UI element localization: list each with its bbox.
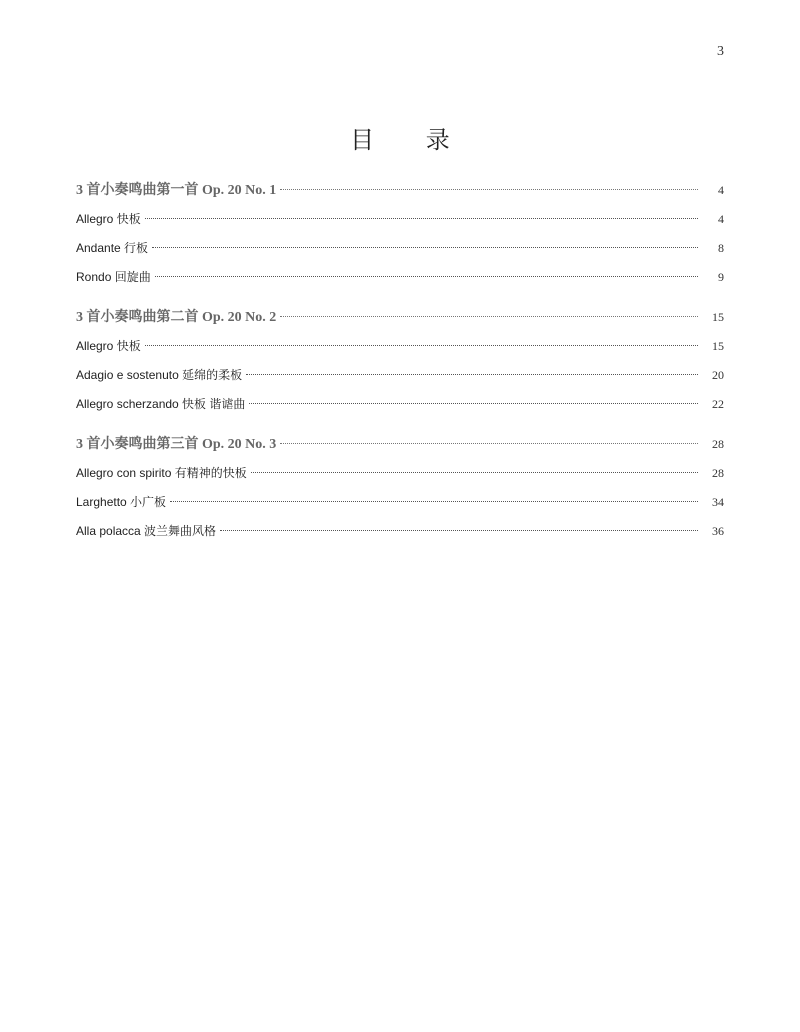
toc-entry-label: Allegro 快板 bbox=[76, 212, 141, 226]
dot-leader bbox=[145, 218, 698, 219]
toc-section-sonatina-3 bbox=[76, 430, 724, 546]
dot-leader bbox=[280, 316, 698, 317]
toc-entry[interactable] bbox=[76, 332, 724, 361]
toc-heading-label: 3 首小奏鸣曲第一首 Op. 20 No. 1 bbox=[76, 183, 277, 198]
dot-leader bbox=[170, 501, 698, 502]
toc-entry-label: Allegro 快板 bbox=[76, 339, 141, 353]
toc-page-number: 15 bbox=[712, 310, 724, 324]
toc-page-number: 28 bbox=[712, 437, 724, 451]
toc-heading[interactable] bbox=[76, 176, 724, 205]
toc-entry-label: Larghetto 小广板 bbox=[76, 495, 167, 509]
toc-heading-label: 3 首小奏鸣曲第三首 Op. 20 No. 3 bbox=[76, 437, 277, 452]
toc-entry[interactable] bbox=[76, 459, 724, 488]
toc-entry[interactable] bbox=[76, 517, 724, 546]
toc-page-number: 8 bbox=[718, 241, 724, 255]
toc-page-number: 15 bbox=[712, 339, 724, 353]
toc-entry-label: Rondo 回旋曲 bbox=[76, 270, 151, 284]
dot-leader bbox=[280, 189, 698, 190]
table-of-contents bbox=[76, 176, 724, 557]
toc-entry[interactable] bbox=[76, 390, 724, 419]
dot-leader bbox=[280, 443, 698, 444]
toc-heading[interactable] bbox=[76, 303, 724, 332]
toc-page-number: 20 bbox=[712, 368, 724, 382]
toc-entry[interactable] bbox=[76, 263, 724, 292]
toc-heading-label: 3 首小奏鸣曲第二首 Op. 20 No. 2 bbox=[76, 310, 277, 325]
toc-entry[interactable] bbox=[76, 205, 724, 234]
page-number: 3 bbox=[717, 44, 724, 59]
toc-page-number: 34 bbox=[712, 495, 724, 509]
toc-entry-label: Adagio e sostenuto 延绵的柔板 bbox=[76, 368, 243, 382]
dot-leader bbox=[155, 276, 698, 277]
dot-leader bbox=[145, 345, 698, 346]
dot-leader bbox=[246, 374, 698, 375]
toc-page-number: 4 bbox=[718, 212, 724, 226]
toc-page-number: 28 bbox=[712, 466, 724, 480]
toc-entry-label: Allegro scherzando 快板 谐谑曲 bbox=[76, 397, 246, 411]
toc-heading[interactable] bbox=[76, 430, 724, 459]
toc-entry[interactable] bbox=[76, 488, 724, 517]
toc-entry[interactable] bbox=[76, 234, 724, 263]
toc-page-number: 36 bbox=[712, 524, 724, 538]
toc-page-number: 4 bbox=[718, 183, 724, 197]
dot-leader bbox=[249, 403, 698, 404]
toc-entry-label: Alla polacca 波兰舞曲风格 bbox=[76, 524, 217, 538]
dot-leader bbox=[220, 530, 698, 531]
dot-leader bbox=[251, 472, 698, 473]
toc-page-number: 9 bbox=[718, 270, 724, 284]
toc-section-sonatina-1 bbox=[76, 176, 724, 292]
dot-leader bbox=[152, 247, 698, 248]
page-title: 目 录 bbox=[350, 126, 472, 154]
toc-entry[interactable] bbox=[76, 361, 724, 390]
toc-entry-label: Andante 行板 bbox=[76, 241, 149, 255]
toc-page-number: 22 bbox=[712, 397, 724, 411]
toc-section-sonatina-2 bbox=[76, 303, 724, 419]
toc-entry-label: Allegro con spirito 有精神的快板 bbox=[76, 466, 247, 480]
